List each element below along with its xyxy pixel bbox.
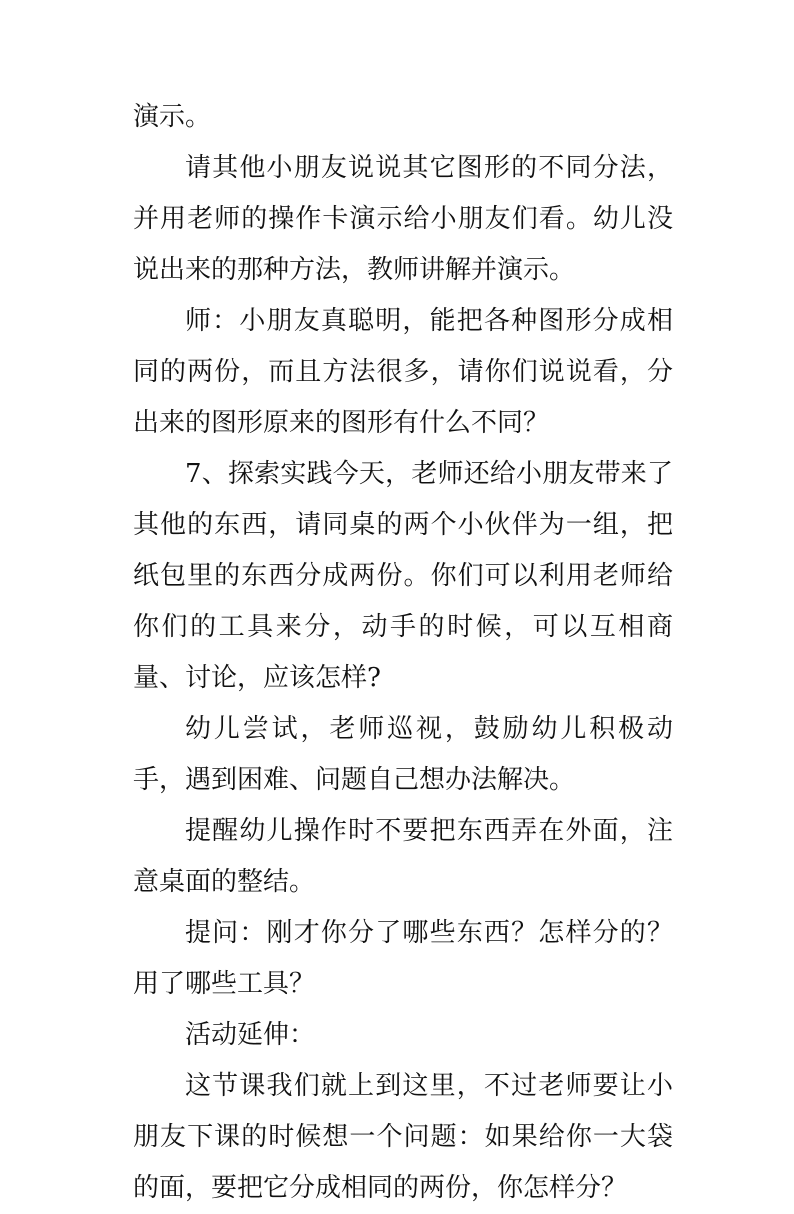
paragraph-other-children: 请其他小朋友说说其它图形的不同分法，并用老师的操作卡演示给小朋友们看。幼儿没说出来的那种方法，教师讲解并演示。 <box>133 153 673 285</box>
paragraph-children-try: 幼儿尝试，老师巡视，鼓励幼儿积极动手，遇到困难、问题自己想办法解决。 <box>133 714 673 795</box>
paragraph-closing: 这节课我们就上到这里，不过老师要让小朋友下课的时候想一个问题：如果给你一大袋的面，要把它分成相同的两份，你怎样分？ <box>133 1071 673 1203</box>
document-body <box>133 92 673 1214</box>
paragraph-question: 提问：刚才你分了哪些东西？怎样分的？用了哪些工具？ <box>133 918 673 999</box>
paragraph-extension-heading: 活动延伸： <box>185 1020 316 1050</box>
paragraph-teacher-praise: 师：小朋友真聪明，能把各种图形分成相同的两份，而且方法很多，请你们说说看，分出来的图形原来的图形有什么不同？ <box>133 306 673 438</box>
paragraph-explore-practice: 7、探索实践今天，老师还给小朋友带来了其他的东西，请同桌的两个小伙伴为一组，把纸包里的东西分成两份。你们可以利用老师给你们的工具来分，动手的时候，可以互相商量、讨论，应该怎样? <box>133 459 673 693</box>
paragraph-demo-continuation: 演示。 <box>133 102 212 132</box>
paragraph-reminder: 提醒幼儿操作时不要把东西弄在外面，注意桌面的整结。 <box>133 816 673 897</box>
